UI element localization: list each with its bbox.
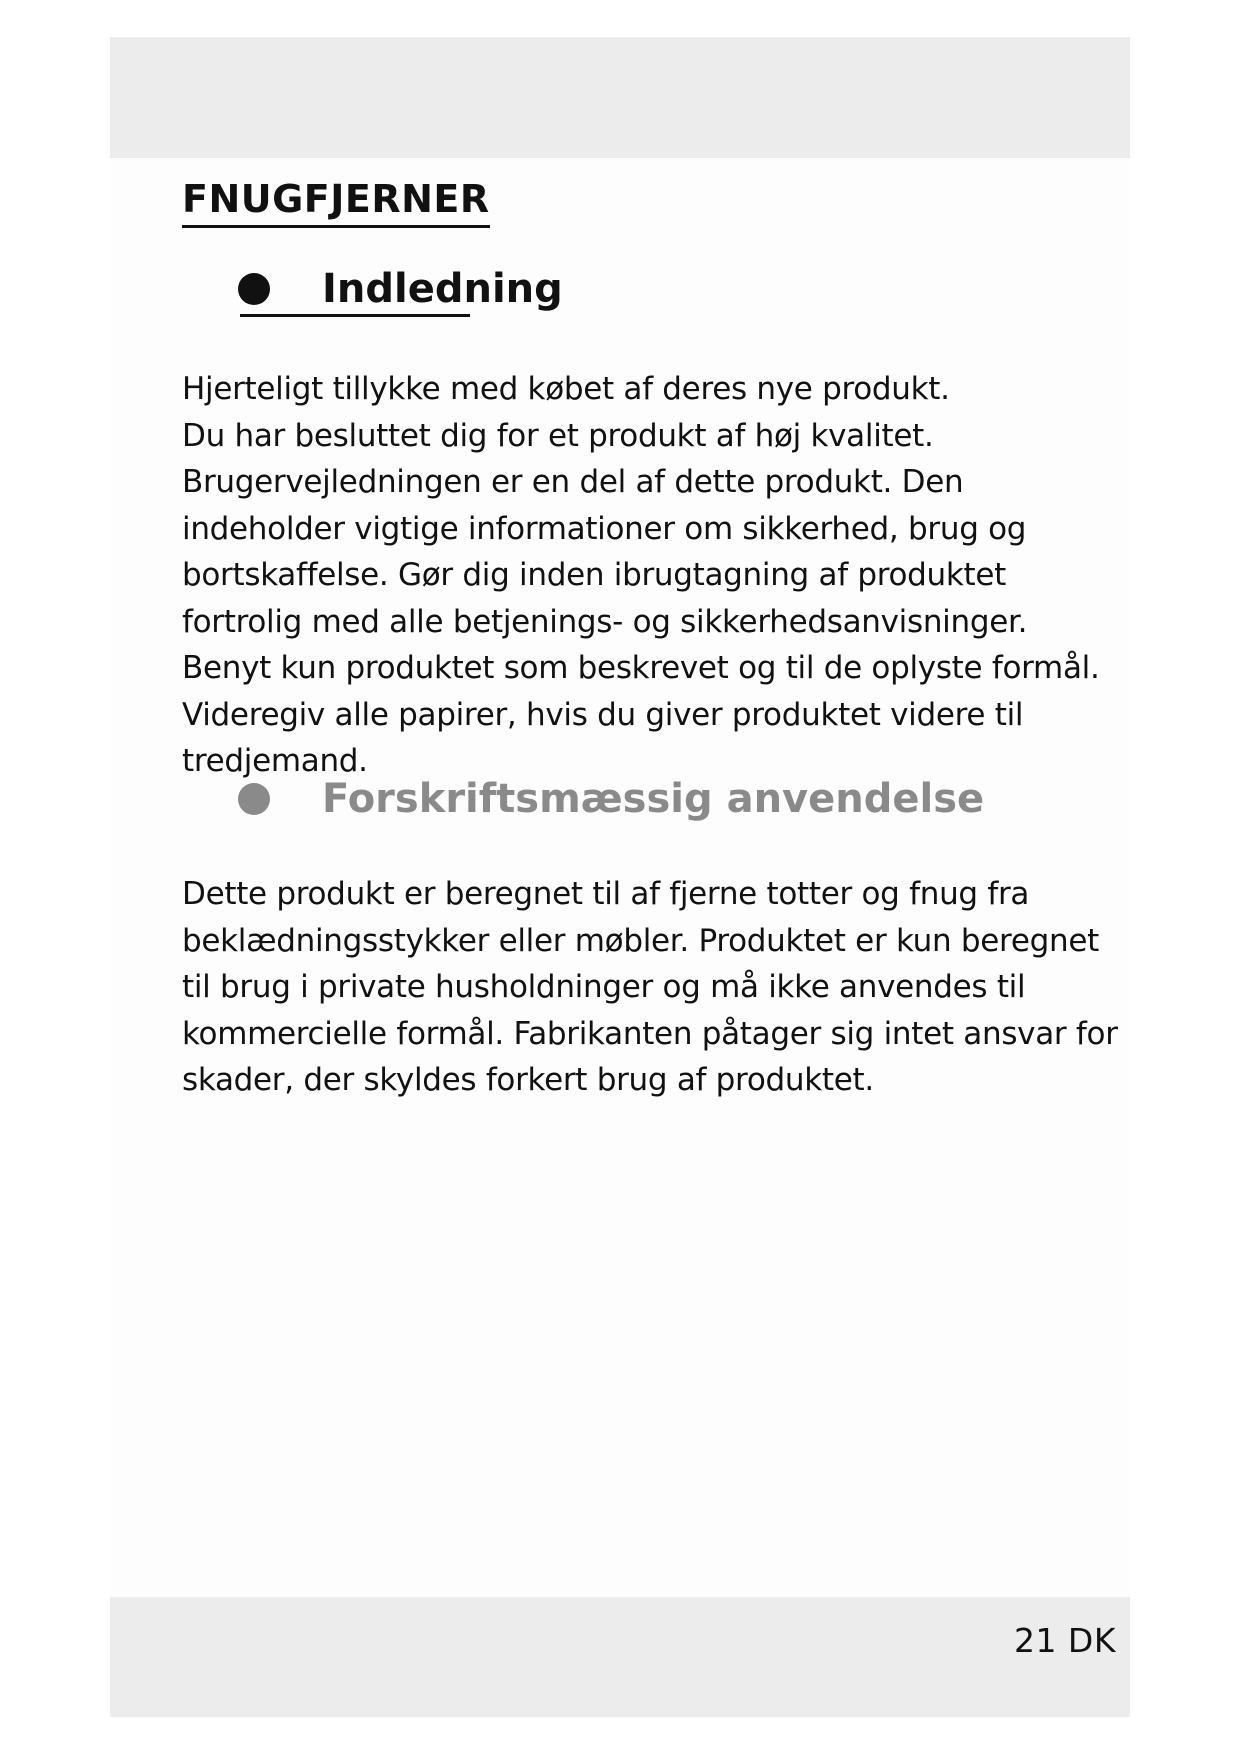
paragraph-line: kommercielle formål. Fabrikanten påtager sig intet ansvar for xyxy=(182,1015,1118,1052)
page-number: 21 DK xyxy=(1013,1621,1116,1660)
paragraph-line: til brug i private husholdninger og må ikke anvendes til xyxy=(182,969,1026,1005)
paragraph-line: Brugervejledningen er en del af dette produkt. Den xyxy=(182,464,964,500)
section-heading-label: Forskriftsmæssig anvendelse xyxy=(322,776,985,822)
footer-band xyxy=(110,1597,1130,1717)
usage-paragraph xyxy=(182,871,1118,1104)
paragraph-line: Du har besluttet dig for et produkt af høj kvalitet. xyxy=(182,417,934,454)
paragraph-line: Videregiv alle papirer, hvis du giver produktet videre til xyxy=(182,696,1024,733)
paragraph-line: indeholder vigtige informationer om sikkerhed, brug og xyxy=(182,510,1027,547)
paragraph-line: tredjemand. xyxy=(182,743,368,779)
section-heading-anvendelse xyxy=(238,775,984,823)
bullet-icon xyxy=(238,783,270,815)
document-title: FNUGFJERNER xyxy=(182,177,490,228)
header-band xyxy=(110,37,1130,158)
paragraph-line: Dette produkt er beregnet til af fjerne totter og fnug fra xyxy=(182,876,1030,912)
paragraph-line: bortskaffelse. Gør dig inden ibrugtagning af produktet xyxy=(182,557,1007,593)
intro-paragraph xyxy=(182,366,1100,785)
paragraph-line: beklædningsstykker eller møbler. Produktet er kun beregnet xyxy=(182,922,1099,959)
paragraph-line: Hjerteligt tillykke med købet af deres nye produkt. xyxy=(182,371,950,407)
heading-underline xyxy=(240,314,470,317)
section-heading-indledning xyxy=(238,265,563,313)
bullet-icon xyxy=(238,273,270,305)
paragraph-line: skader, der skyldes forkert brug af produktet. xyxy=(182,1062,874,1098)
manual-page xyxy=(110,37,1130,1717)
paragraph-line: Benyt kun produktet som beskrevet og til de oplyste formål. xyxy=(182,650,1100,686)
section-heading-label: Indledning xyxy=(322,266,563,312)
paragraph-line: fortrolig med alle betjenings- og sikkerhedsanvisninger. xyxy=(182,603,1028,640)
